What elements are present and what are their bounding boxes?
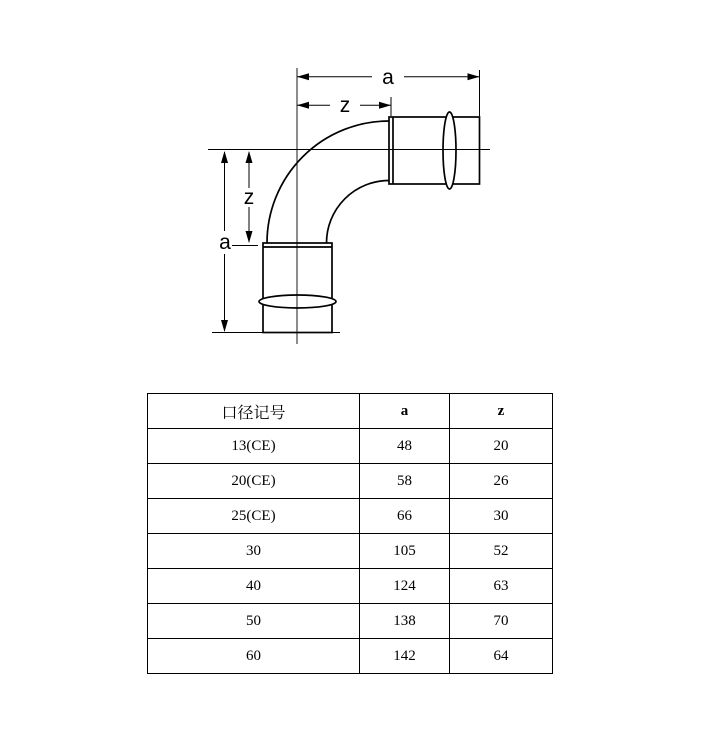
arrowhead-z-left-up	[246, 151, 253, 163]
arrowhead-z-top-left	[297, 102, 309, 109]
cell-a: 48	[360, 429, 450, 464]
elbow-outer-curve	[267, 121, 389, 243]
cell-z: 52	[450, 534, 553, 569]
column-header-a: a	[360, 394, 450, 429]
cell-a: 66	[360, 499, 450, 534]
cell-z: 20	[450, 429, 553, 464]
dim-label-z-top: z	[339, 94, 351, 117]
dimension-arrowheads	[221, 73, 480, 332]
cell-size: 13(CE)	[148, 429, 360, 464]
dimension-spec-table	[147, 393, 553, 674]
cell-a: 124	[360, 569, 450, 604]
table-row	[148, 569, 553, 604]
cell-a: 58	[360, 464, 450, 499]
bead-ring-horizontal-socket	[443, 112, 456, 189]
arrowhead-a-top-left	[297, 73, 309, 80]
table-row	[148, 429, 553, 464]
dim-label-a-top: a	[382, 66, 394, 89]
table-row	[148, 499, 553, 534]
arrowhead-z-top-right	[379, 102, 391, 109]
cell-z: 70	[450, 604, 553, 639]
cell-z: 64	[450, 639, 553, 674]
cell-z: 63	[450, 569, 553, 604]
arrowhead-a-left-up	[221, 151, 228, 163]
elbow-inner-curve	[327, 181, 390, 244]
cell-size: 40	[148, 569, 360, 604]
cell-a: 142	[360, 639, 450, 674]
table-header-row	[148, 394, 553, 429]
table-row	[148, 639, 553, 674]
vertical-socket	[263, 243, 332, 333]
bead-ring-vertical-socket	[259, 295, 336, 308]
cell-size: 60	[148, 639, 360, 674]
arrowhead-a-left-down	[221, 320, 228, 332]
fitting-outline	[259, 112, 480, 333]
horizontal-socket	[389, 117, 480, 184]
column-header-z: z	[450, 394, 553, 429]
table-row	[148, 464, 553, 499]
column-header-size: 口径记号	[148, 394, 360, 429]
dim-label-z-left: z	[243, 186, 255, 209]
arrowhead-a-top-right	[468, 73, 480, 80]
dim-label-a-left: a	[219, 231, 231, 254]
cell-z: 30	[450, 499, 553, 534]
cell-z: 26	[450, 464, 553, 499]
table-row	[148, 534, 553, 569]
cell-size: 30	[148, 534, 360, 569]
cell-a: 105	[360, 534, 450, 569]
table-row	[148, 604, 553, 639]
arrowhead-z-left-down	[246, 231, 253, 243]
cell-size: 25(CE)	[148, 499, 360, 534]
cell-size: 50	[148, 604, 360, 639]
cell-a: 138	[360, 604, 450, 639]
cell-size: 20(CE)	[148, 464, 360, 499]
